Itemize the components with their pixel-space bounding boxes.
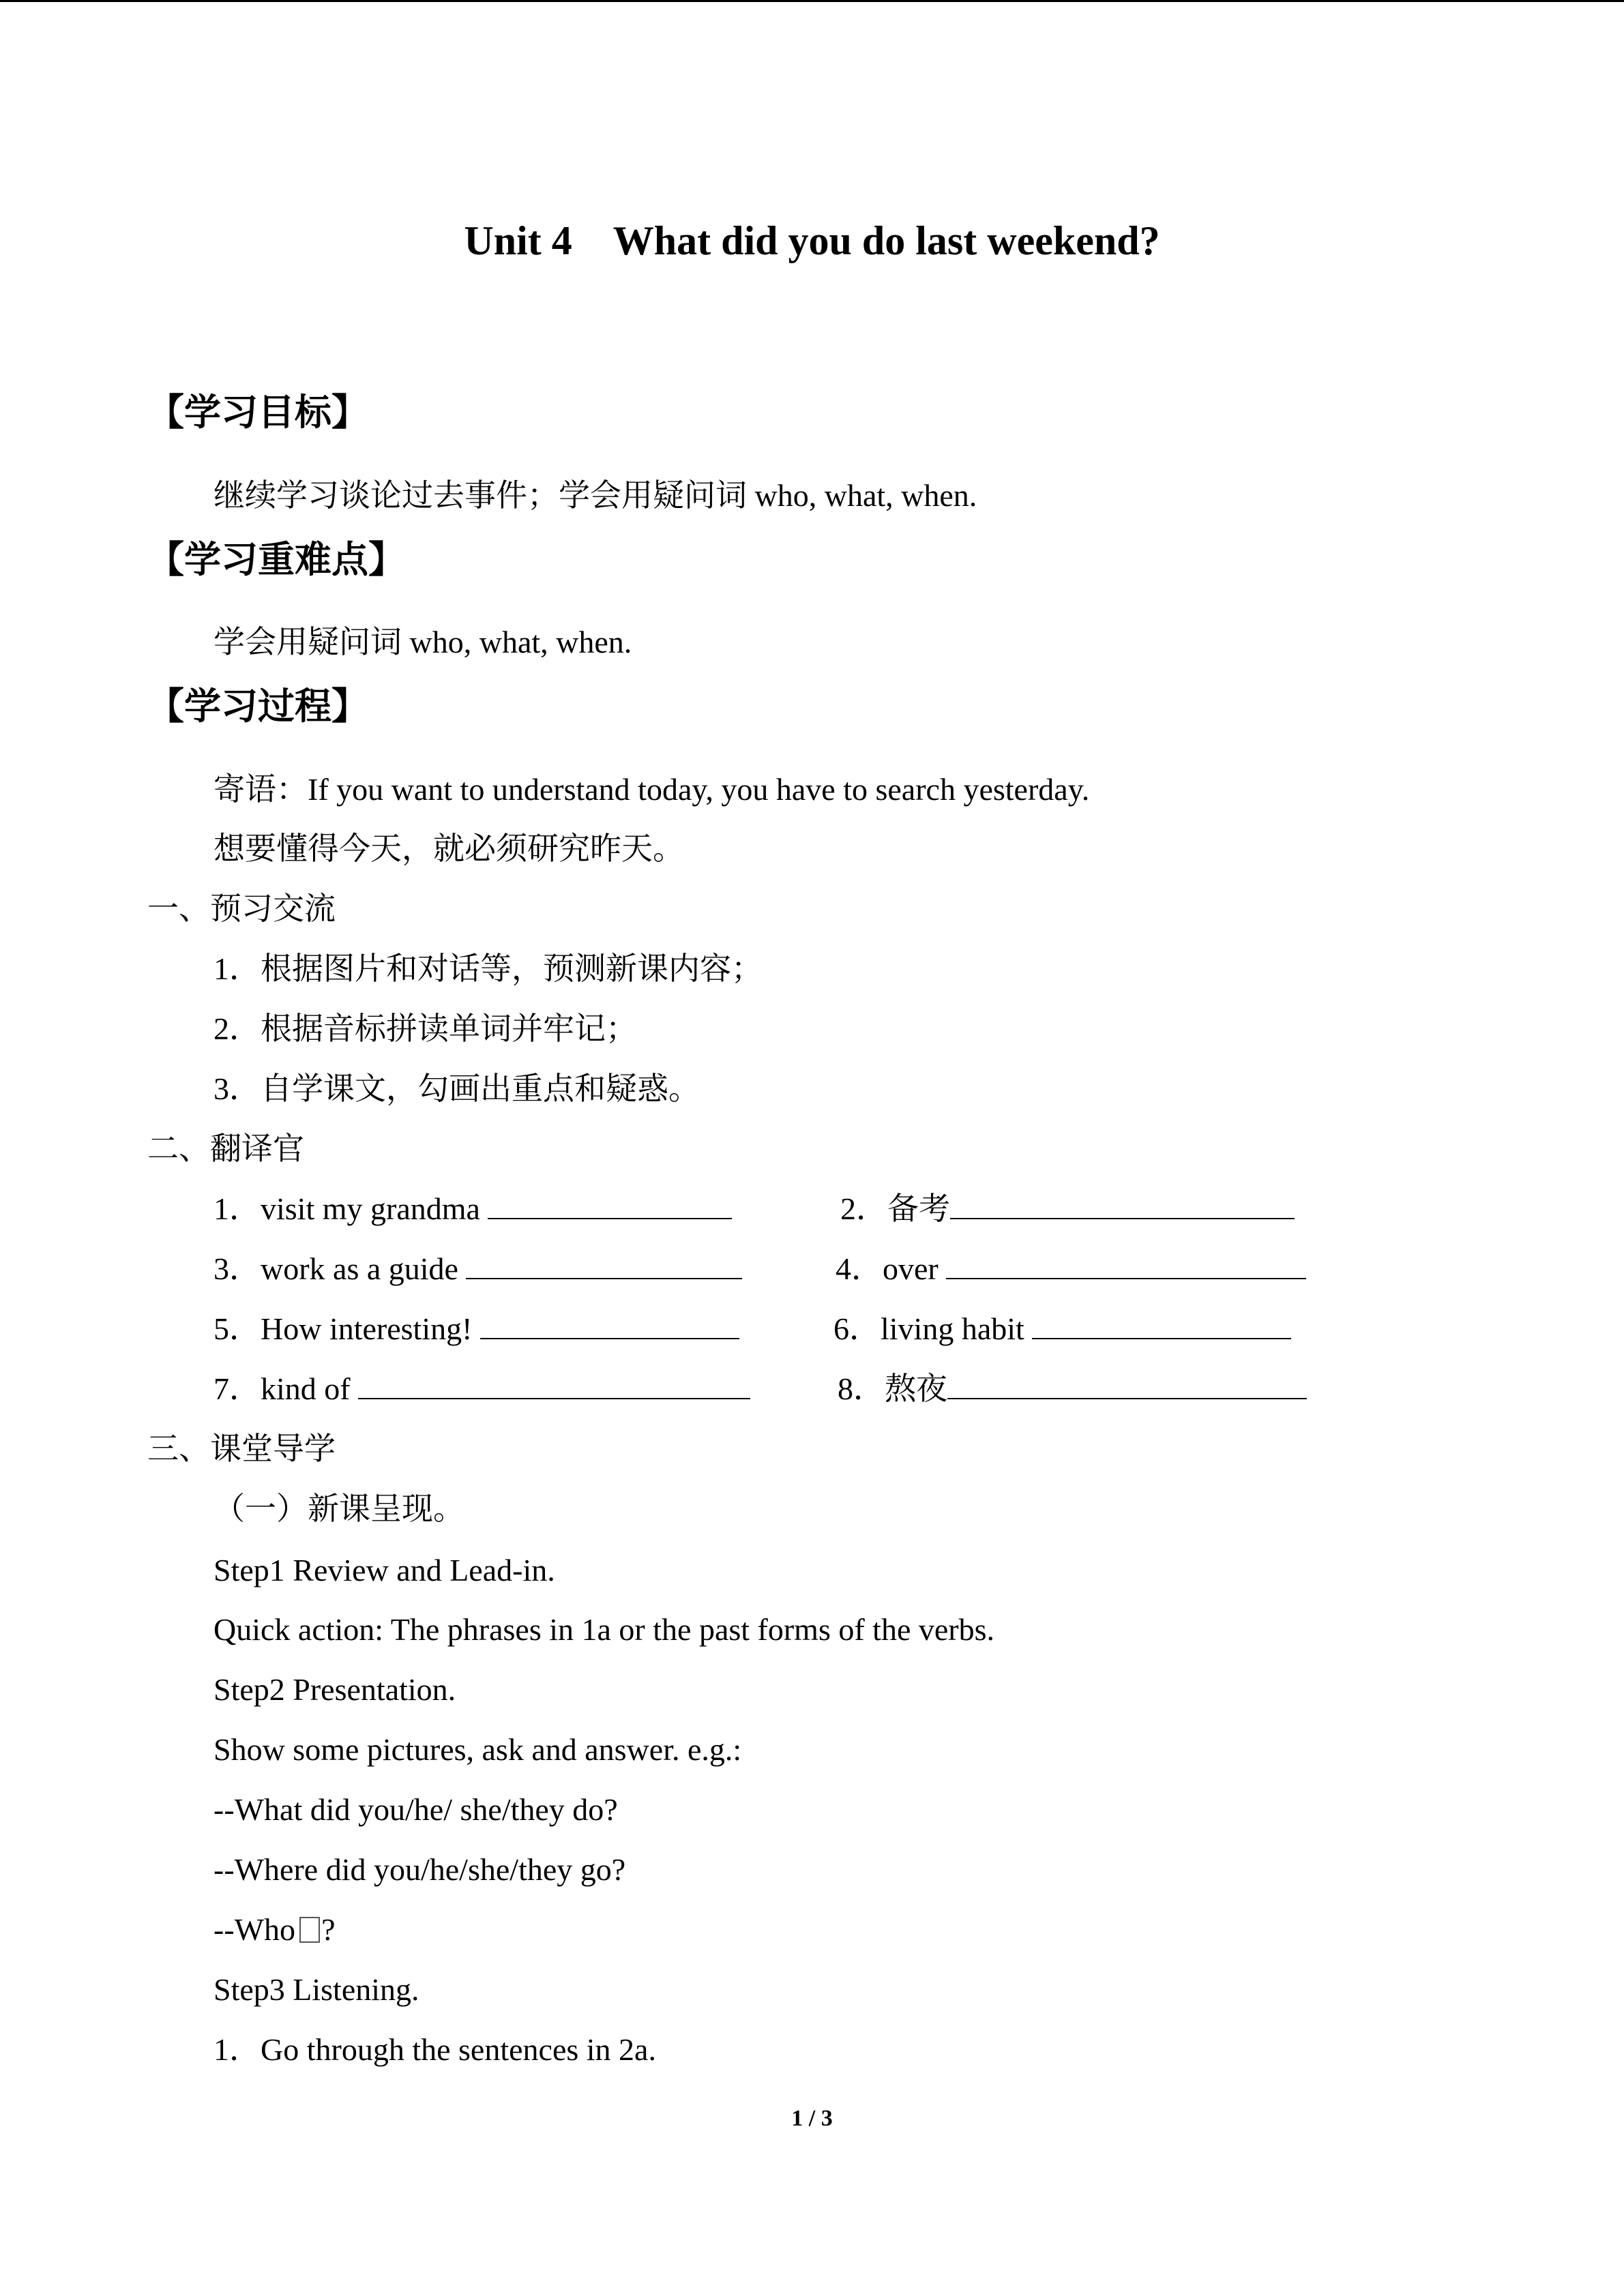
goals-text: 继续学习谈论过去事件；学会用疑问词 who, what, when.: [213, 478, 977, 513]
answer-blank[interactable]: [950, 1189, 1295, 1219]
preview-item: 3．自学课文，勾画出重点和疑惑。: [213, 1071, 700, 1106]
step3-item-1: 1．Go through the sentences in 2a.: [213, 2032, 656, 2067]
preview-heading: 一、预习交流: [147, 891, 336, 926]
answer-blank[interactable]: [947, 1369, 1307, 1399]
translate-item-5: 5．How interesting!: [213, 1309, 739, 1350]
top-border: [0, 0, 1624, 2]
page-number: 1 / 3: [791, 2106, 833, 2131]
translate-item-3: 3．work as a guide: [213, 1249, 742, 1289]
step2-line: Step2 Presentation.: [213, 1672, 456, 1707]
answer-blank[interactable]: [488, 1189, 732, 1219]
classroom-heading: 三、课堂导学: [147, 1431, 336, 1466]
translate-item-6: 6．living habit: [833, 1309, 1291, 1350]
show-pictures-line: Show some pictures, ask and answer. e.g.:: [213, 1732, 742, 1767]
question-who-line: --Who ?: [213, 1912, 336, 1947]
answer-blank[interactable]: [358, 1369, 750, 1399]
translate-item-4: 4．over: [836, 1249, 1306, 1289]
goals-heading: 【学习目标】: [147, 391, 368, 434]
placeholder-box: [299, 1917, 320, 1943]
title-question: What did you do last weekend?: [612, 218, 1160, 263]
question-what-line: --What did you/he/ she/they do?: [213, 1792, 618, 1827]
key-points-heading: 【学习重难点】: [147, 538, 405, 581]
step3-line: Step3 Listening.: [213, 1972, 419, 2007]
quick-action-line: Quick action: The phrases in 1a or the past forms of the verbs.: [213, 1612, 995, 1647]
answer-blank[interactable]: [1032, 1309, 1291, 1339]
process-heading: 【学习过程】: [147, 685, 368, 728]
answer-blank[interactable]: [480, 1309, 739, 1339]
translate-item-1: 1．visit my grandma: [213, 1189, 732, 1229]
preview-item: 2．根据音标拼读单词并牢记；: [213, 1011, 637, 1046]
title-unit: Unit 4: [464, 218, 572, 263]
translate-item-7: 7．kind of: [213, 1369, 750, 1410]
key-points-text: 学会用疑问词 who, what, when.: [213, 625, 632, 659]
answer-blank[interactable]: [466, 1249, 742, 1279]
translate-item-2: 2．备考: [840, 1189, 1295, 1229]
step1-line: Step1 Review and Lead-in.: [213, 1553, 555, 1587]
motto-text: 寄语：If you want to understand today, you have to search yesterday.: [213, 772, 1090, 807]
answer-blank[interactable]: [946, 1249, 1306, 1279]
classroom-subheading: （一）新课呈现。: [213, 1491, 464, 1526]
page-title: [0, 213, 1624, 268]
translate-heading: 二、翻译官: [147, 1131, 304, 1166]
question-where-line: --Where did you/he/she/they go?: [213, 1852, 626, 1887]
motto-cn-text: 想要懂得今天，就必须研究昨天。: [213, 831, 684, 866]
preview-item: 1．根据图片和对话等，预测新课内容；: [213, 951, 763, 986]
translate-item-8: 8．熬夜: [838, 1369, 1307, 1410]
